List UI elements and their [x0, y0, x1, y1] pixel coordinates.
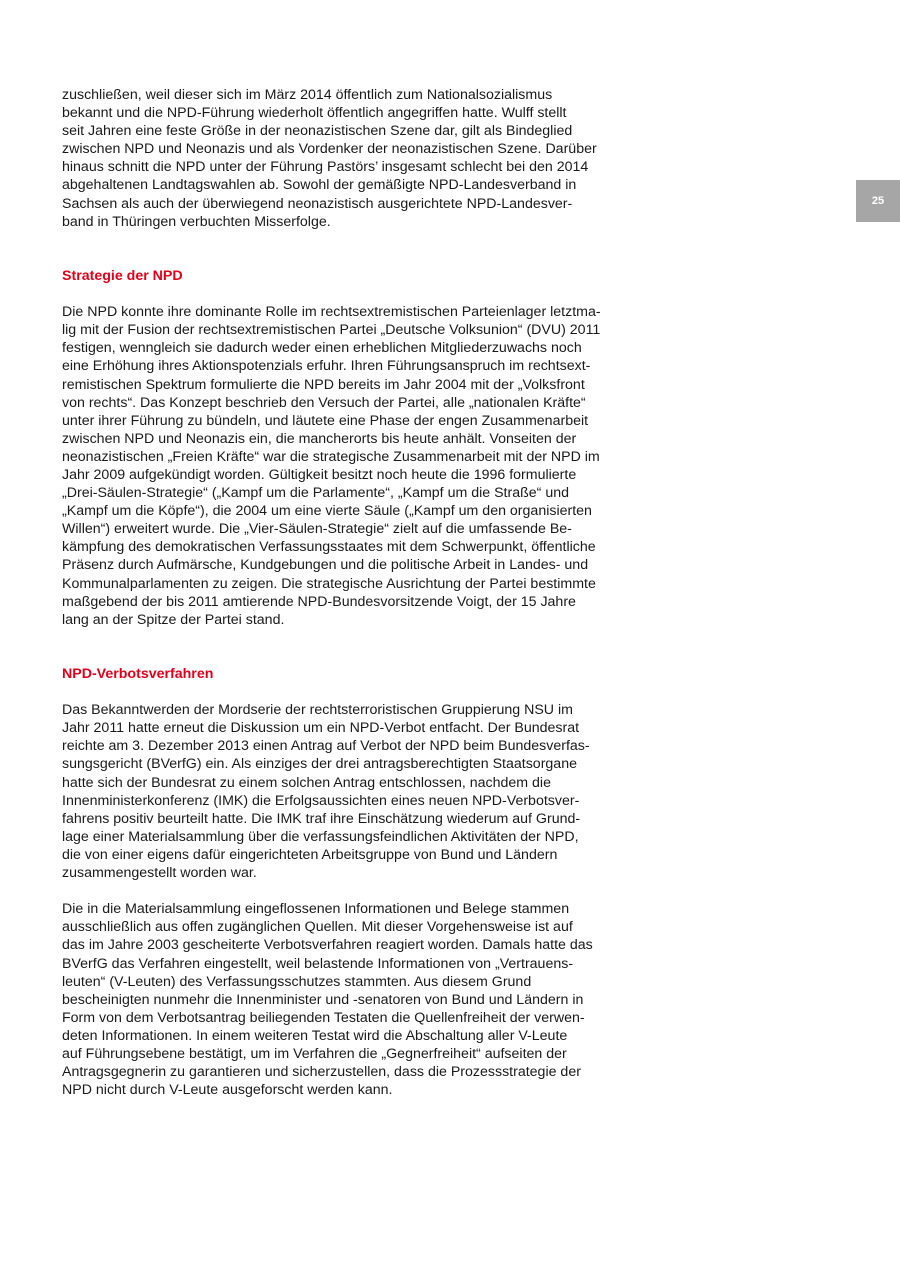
text-line: „Kampf um die Köpfe“), die 2004 um eine vierte Säule („Kampf um den organisierten — [62, 503, 592, 520]
text-line: Form von dem Verbotsantrag beiliegenden Testaten die Quellenfreiheit der verwen- — [62, 1009, 585, 1026]
text-line: die von einer eigens dafür eingerichteten Arbeitsgruppe von Bund und Ländern — [62, 846, 558, 863]
section-heading-strategie: Strategie der NPD — [62, 267, 183, 284]
text-line: neonazistischen „Freien Kräfte“ war die strategische Zusammenarbeit mit der NPD im — [62, 448, 600, 465]
text-line: Kommunalparlamenten zu zeigen. Die strategische Ausrichtung der Partei bestimmte — [62, 575, 596, 592]
text-line: von rechts“. Das Konzept beschrieb den Versuch der Partei, alle „nationalen Kräfte“ — [62, 394, 586, 411]
text-line: remistischen Spektrum formulierte die NPD bereits im Jahr 2004 mit der „Volksfront — [62, 376, 585, 393]
text-line: Präsenz durch Aufmärsche, Kundgebungen und die politische Arbeit in Landes- und — [62, 557, 589, 574]
text-line: Antragsgegnerin zu garantieren und sicherzustellen, dass die Prozessstrategie der — [62, 1064, 581, 1081]
text-line: Die in die Materialsammlung eingeflossenen Informationen und Belege stammen — [62, 901, 570, 918]
document-body — [62, 86, 622, 1099]
text-line: eine Erhöhung ihres Aktionspotenzials erfuhr. Ihren Führungsanspruch im rechtsext- — [62, 358, 591, 375]
section-heading-verbotsverfahren: NPD-Verbotsverfahren — [62, 666, 214, 682]
text-line: seit Jahren eine feste Größe in der neonazistischen Szene dar, gilt als Bindeglied — [62, 123, 573, 140]
text-line: hinaus schnitt die NPD unter der Führung Pastörs’ insgesamt schlecht bei den 2014 — [62, 159, 589, 176]
text-line: maßgebend der bis 2011 amtierende NPD-Bundesvorsitzende Voigt, der 15 Jahre — [62, 593, 576, 610]
text-line: zuschließen, weil dieser sich im März 2014 öffentlich zum Nationalsozialismus — [62, 87, 553, 103]
text-line: kämpfung des demokratischen Verfassungsstaates mit dem Schwerpunkt, öffentliche — [62, 539, 596, 556]
text-line: Jahr 2011 hatte erneut die Diskussion um ein NPD-Verbot entfacht. Der Bundesrat — [62, 720, 580, 737]
text-line: hatte sich der Bundesrat zu einem solchen Antrag entschlossen, nachdem die — [62, 774, 551, 791]
verbotsverfahren-paragraph-2 — [62, 900, 622, 1099]
intro-paragraph — [62, 86, 622, 231]
text-line: lang an der Spitze der Partei stand. — [62, 611, 285, 628]
strategie-paragraph — [62, 303, 622, 629]
text-line: festigen, wenngleich sie dadurch weder einen erheblichen Mitgliederzuwachs noch — [62, 340, 582, 357]
text-line: bekannt und die NPD-Führung wiederholt öffentlich angegriffen hatte. Wulff stellt — [62, 105, 567, 122]
text-line: Innenministerkonferenz (IMK) die Erfolgsaussichten eines neuen NPD-Verbotsver- — [62, 792, 580, 809]
text-line: BVerfG das Verfahren eingestellt, weil belastende Informationen von „Vertrauens- — [62, 955, 574, 972]
text-line: zwischen NPD und Neonazis ein, die mancherorts bis heute anhält. Vonseiten der — [62, 430, 577, 447]
page-number-tab — [856, 180, 900, 222]
text-line: lage einer Materialsammlung über die verfassungsfeindlichen Aktivitäten der NPD, — [62, 828, 579, 845]
text-line: Willen“) erweitert wurde. Die „Vier-Säulen-Strategie“ zielt auf die umfassende Be- — [62, 521, 572, 538]
text-line: sungsgericht (BVerfG) ein. Als einziges der drei antragsberechtigten Staatsorgane — [62, 756, 577, 773]
text-line: zwischen NPD und Neonazis und als Vordenker der neonazistischen Szene. Darüber — [62, 141, 597, 158]
text-line: Die NPD konnte ihre dominante Rolle im rechtsextremistischen Parteienlager letztma- — [62, 304, 601, 321]
text-line: abgehaltenen Landtagswahlen ab. Sowohl der gemäßigte NPD-Landesverband in — [62, 177, 577, 194]
text-line: auf Führungsebene bestätigt, um im Verfahren die „Gegnerfreiheit“ aufseiten der — [62, 1045, 567, 1062]
text-line: zusammengestellt worden war. — [62, 865, 257, 882]
page-number: 25 — [871, 195, 885, 207]
text-line: Sachsen als auch der überwiegend neonazistisch ausgerichtete NPD-Landesver- — [62, 195, 573, 212]
text-line: das im Jahre 2003 gescheiterte Verbotsverfahren reagiert worden. Damals hatte das — [62, 937, 593, 954]
text-line: lig mit der Fusion der rechtsextremistischen Partei „Deutsche Volksunion“ (DVU) 2011 — [62, 322, 601, 339]
text-line: bescheinigten nunmehr die Innenminister und -senatoren von Bund und Ländern in — [62, 991, 584, 1008]
text-line: NPD nicht durch V-Leute ausgeforscht werden kann. — [62, 1082, 393, 1099]
text-line: unter ihrer Führung zu bündeln, und läutete eine Phase der engen Zusammenarbeit — [62, 412, 589, 429]
text-line: Jahr 2009 aufgekündigt worden. Gültigkeit besitzt noch heute die 1996 formulierte — [62, 466, 577, 483]
text-line: reichte am 3. Dezember 2013 einen Antrag auf Verbot der NPD beim Bundesverfas- — [62, 738, 590, 755]
text-line: Das Bekanntwerden der Mordserie der rechtsterroristischen Gruppierung NSU im — [62, 702, 573, 719]
text-line: leuten“ (V-Leuten) des Verfassungsschutzes stammten. Aus diesem Grund — [62, 973, 532, 990]
text-line: ausschließlich aus offen zugänglichen Quellen. Mit dieser Vorgehensweise ist auf — [62, 919, 573, 936]
text-line: band in Thüringen verbuchten Misserfolge. — [62, 213, 331, 230]
text-line: fahrens positiv beurteilt hatte. Die IMK traf ihre Einschätzung wiederum auf Grund- — [62, 810, 581, 827]
text-line: „Drei-Säulen-Strategie“ („Kampf um die Parlamente“, „Kampf um die Straße“ und — [62, 485, 570, 502]
text-line: deten Informationen. In einem weiteren Testat wird die Abschaltung aller V-Leute — [62, 1027, 568, 1044]
verbotsverfahren-paragraph-1 — [62, 701, 622, 882]
